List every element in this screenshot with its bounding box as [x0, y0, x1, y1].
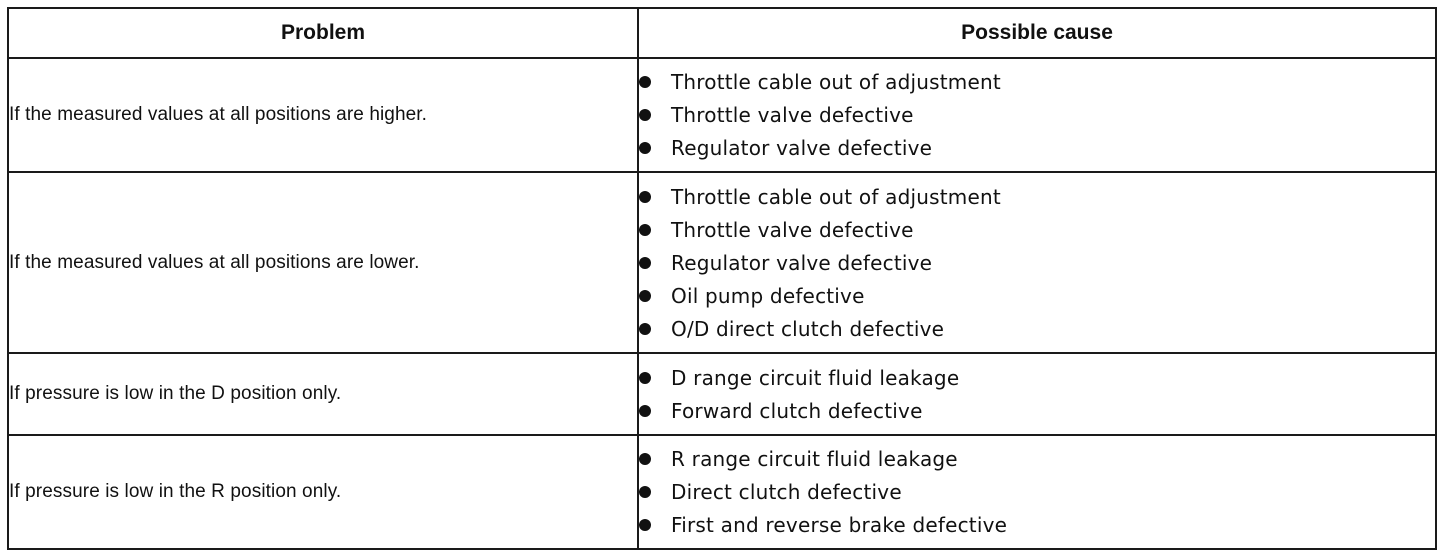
cause-text: Oil pump defective: [671, 283, 865, 308]
cause-text: Regulator valve defective: [671, 136, 933, 160]
causes-cell: [638, 435, 1436, 549]
table-row: [8, 353, 1436, 435]
cause-item: [639, 213, 1435, 246]
cause-text: First and reverse brake defective: [671, 513, 1008, 537]
cause-item: [639, 443, 1435, 476]
causes-cell: [638, 353, 1436, 435]
cause-item: [639, 476, 1435, 509]
cause-item: [639, 361, 1435, 394]
cause-list: [639, 180, 1435, 345]
problem-cell: If the measured values at all positions are lower.: [8, 172, 638, 353]
cause-list: [639, 66, 1435, 165]
causes-cell: [638, 58, 1436, 172]
cause-text: Throttle cable out of adjustment: [671, 184, 1001, 209]
cause-item: [639, 99, 1435, 132]
bullet-icon: [639, 290, 651, 302]
cause-list: [639, 361, 1435, 427]
table-row: [8, 58, 1436, 172]
cause-item: [639, 180, 1435, 213]
cause-text: Throttle valve defective: [671, 103, 914, 127]
cause-item: [639, 279, 1435, 312]
bullet-icon: [639, 76, 651, 88]
header-row: [8, 8, 1436, 58]
bullet-icon: [639, 405, 651, 417]
cause-list: [639, 443, 1435, 542]
bullet-icon: [639, 109, 651, 121]
problem-cell: If the measured values at all positions are higher.: [8, 58, 638, 172]
cause-text: O/D direct clutch defective: [671, 316, 945, 341]
table-row: [8, 172, 1436, 353]
cause-text: Regulator valve defective: [671, 250, 933, 275]
bullet-icon: [639, 191, 651, 203]
table-row: [8, 435, 1436, 549]
header-problem: Problem: [8, 8, 638, 58]
cause-text: Direct clutch defective: [671, 480, 902, 504]
problem-cell: If pressure is low in the D position only.: [8, 353, 638, 435]
bullet-icon: [639, 257, 651, 269]
cause-item: [639, 394, 1435, 427]
cause-text: R range circuit fluid leakage: [671, 447, 958, 471]
cause-text: Throttle cable out of adjustment: [671, 70, 1001, 94]
problem-cell: If pressure is low in the R position only.: [8, 435, 638, 549]
bullet-icon: [639, 372, 651, 384]
cause-item: [639, 132, 1435, 165]
bullet-icon: [639, 453, 651, 465]
troubleshooting-table: [7, 7, 1437, 550]
header-possible-cause: Possible cause: [638, 8, 1436, 58]
cause-item: [639, 312, 1435, 345]
bullet-icon: [639, 142, 651, 154]
cause-text: D range circuit fluid leakage: [671, 365, 960, 390]
cause-item: [639, 509, 1435, 542]
cause-item: [639, 66, 1435, 99]
causes-cell: [638, 172, 1436, 353]
bullet-icon: [639, 323, 651, 335]
bullet-icon: [639, 224, 651, 236]
bullet-icon: [639, 519, 651, 531]
cause-text: Throttle valve defective: [671, 217, 914, 242]
cause-text: Forward clutch defective: [671, 398, 923, 423]
cause-item: [639, 246, 1435, 279]
bullet-icon: [639, 486, 651, 498]
